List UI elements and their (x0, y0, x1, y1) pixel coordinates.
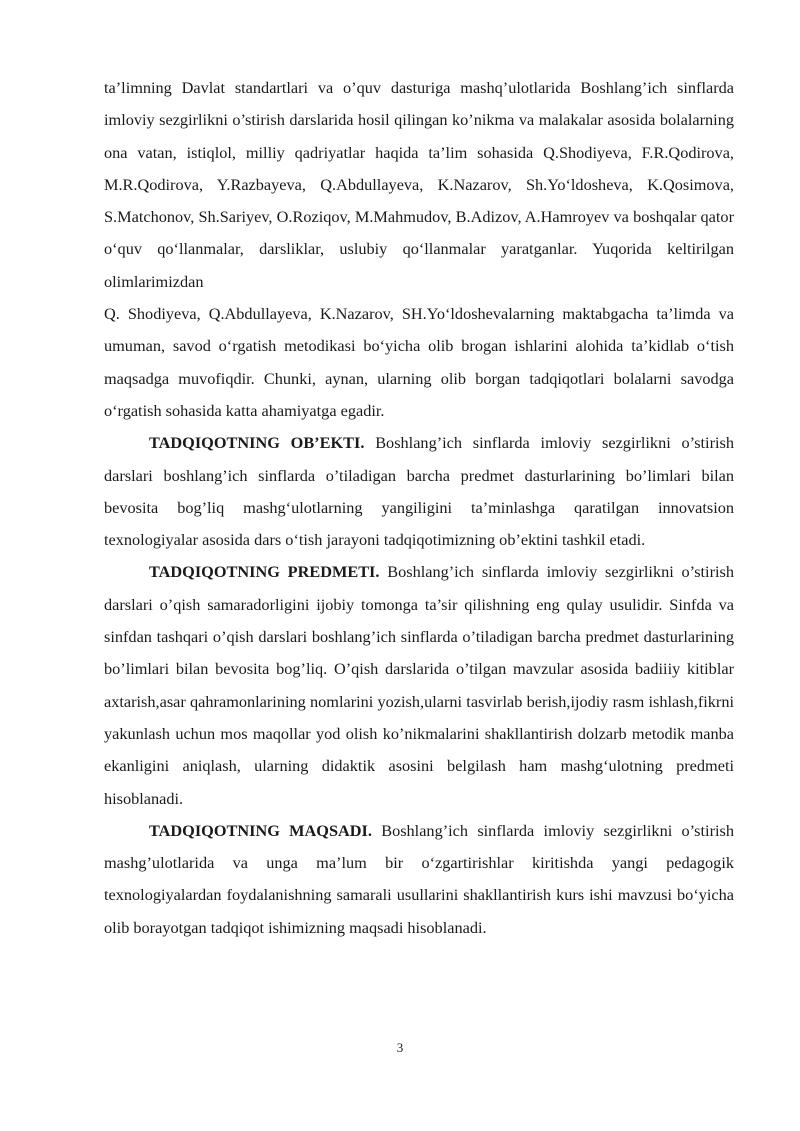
paragraph-text: Boshlang’ich sinflarda imloviy sezgirlikni o’stirish darslari o’qish samaradorligini ijobiy tomonga ta’sir qilishning eng qulay usulidir. Sinfda va sinfdan tashqari o’qish darslari boshlang’ich sinflarda o’tiladigan barcha predmet dasturlarining bo’limlari bilan bevosita bog’liq. O’qish darslarida o’tilgan mavzular asosida badiiiy kitiblar axtarish,asar qahramonlarining nomlarini yozish,ularni tasvirlab berish,ijodiy rasm ishlash,fikrni yakunlash uchun mos maqollar yod olish ko’nikmalarini shakllantirish dolzarb metodik manba ekanligini aniqlash, ularning didaktik asosini belgilash ham mashg‘ulotning predmeti hisoblanadi. (104, 562, 734, 808)
paragraph-obekti (104, 427, 734, 556)
paragraph-text: Boshlang’ich sinflarda imloviy sezgirlikni o’stirish darslari boshlang’ich sinflarda o’tiladigan barcha predmet dasturlarining bo’limlari bilan bevosita bog’liq mashg‘ulotlarning yangiligini ta’minlashga qaratilgan innovatsion texnologiyalar asosida dars o‘tish jarayoni tadqiqotimizning ob’ektini tashkil etadi. (104, 433, 734, 550)
paragraph-text: ta’limning Davlat standartlari va o’quv dasturiga mashq’ulotlarida Boshlang’ich sinflarda imloviy sezgirlikni o’stirish darslarida hosil qilingan ko’nikma va malakalar asosida bolalarning ona vatan, istiqlol, milliy qadriyatlar haqida ta’lim sohasida Q.Shodiyeva, F.R.Qodirova, M.R.Qodirova, Y.Razbayeva, Q.Abdullayeva, K.Nazarov, Sh.Yo‘ldosheva, K.Qosimova, S.Matchonov, Sh.Sariyev, O.Roziqov, M.Mahmudov, B.Adizov, A.Hamroyev va boshqalar qator o‘quv qo‘llanmalar, darsliklar, uslubiy qo‘llanmalar yaratganlar. Yuqorida keltirilgan olimlarimizdan (104, 78, 734, 291)
paragraph-maqsadi (104, 815, 734, 944)
page-number: 3 (396, 1040, 404, 1055)
paragraph-text: Q. Shodiyeva, Q.Abdullayeva, K.Nazarov, SH.Yo‘ldoshevalarning maktabgacha ta’limda va umuman, savod o‘rgatish metodikasi bo‘yicha olib brogan ishlarini alohida ta’kidlab o‘tish maqsadga muvofiqdir. Chunki, aynan, ularning olib borgan tadqiqotlari bolalarni savodga o‘rgatish sohasida katta ahamiyatga egadir. (104, 304, 734, 420)
section-heading-predmeti: TADQIQOTNING PREDMETI. (149, 562, 380, 582)
document-page (104, 72, 734, 944)
paragraph-shodiyeva (104, 298, 734, 427)
section-heading-maqsadi: TADQIQOTNING MAQSADI. (149, 820, 372, 840)
paragraph-standards (104, 72, 734, 298)
section-heading-obekti: TADQIQOTNING OB’EKTI. (149, 433, 365, 453)
paragraph-text: Boshlang’ich sinflarda imloviy sezgirlikni o’stirish mashg’ulotlarida va unga ma’lum bir o‘zgartirishlar kiritishda yangi pedagogik texnologiyalardan foydalanishning samarali usullarini shakllantirish kurs ishi mavzusi bo‘yicha olib borayotgan tadqiqot ishimizning maqsadi hisoblanadi. (104, 820, 734, 937)
paragraph-predmeti (104, 556, 734, 814)
